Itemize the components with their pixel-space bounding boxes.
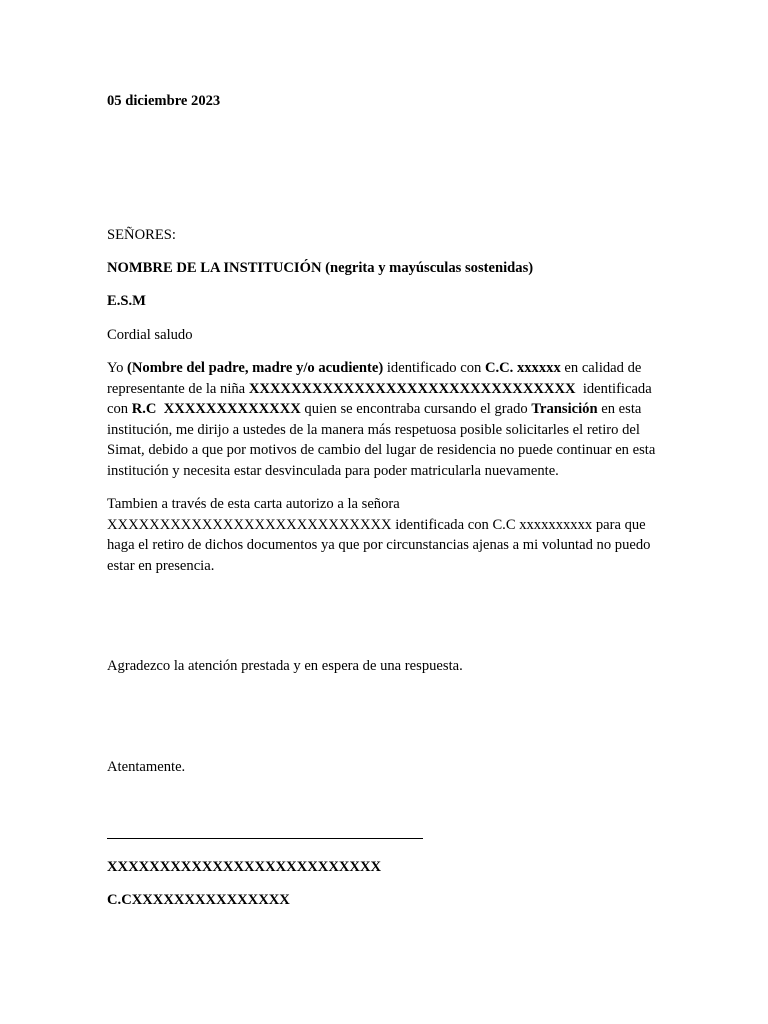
- salutation-recipient: SEÑORES:: [107, 227, 176, 243]
- p1-child-id: R.C XXXXXXXXXXXXX: [131, 401, 301, 417]
- body-paragraph-1: [107, 358, 663, 481]
- p1-text-4: identificada con: [107, 380, 656, 417]
- p1-text-3: en calidad de representante de la niña: [107, 360, 642, 397]
- signature-name: XXXXXXXXXXXXXXXXXXXXXXXXXX: [107, 859, 382, 875]
- p1-parent-id: C.C. xxxxxx: [484, 360, 561, 376]
- closing: Atentamente.: [107, 759, 186, 775]
- p1-parent-name: (Nombre del padre, madre y/o acudiente): [127, 360, 384, 376]
- p1-text-2: identificado con: [383, 360, 485, 376]
- body-paragraph-2: Tambien a través de esta carta autorizo a la señora XXXXXXXXXXXXXXXXXXXXXXXXXXX identificada con C.C xxxxxxxxxx para que haga el retiro de dichos documentos ya que por circunstancias ajenas a mi voluntad no puedo estar en presencia.: [107, 496, 651, 574]
- letter-date: 05 diciembre 2023: [107, 93, 221, 109]
- greeting: Cordial saludo: [107, 327, 193, 343]
- p1-text-5: quien se encontraba cursando el grado: [300, 401, 532, 417]
- signature-line: [107, 838, 423, 839]
- p1-text-6: en esta institución, me dirijo a ustedes de la manera más respetuosa posible solicitarles el retiro del Simat, debido a que por motivos de cambio del lugar de residencia no puede continuar en esta institución y necesita estar desvinculada para poder matricularla nuevamente.: [107, 401, 656, 479]
- p1-child-name: XXXXXXXXXXXXXXXXXXXXXXXXXXXXXXX: [248, 380, 576, 397]
- signature-id: C.CXXXXXXXXXXXXXXX: [107, 892, 290, 908]
- p1-grade: Transición: [531, 401, 598, 417]
- p1-text-1: Yo: [107, 360, 128, 376]
- institution-name: NOMBRE DE LA INSTITUCIÓN (negrita y mayúsculas sostenidas): [107, 260, 534, 276]
- institution-abbrev: E.S.M: [107, 293, 146, 309]
- thanks-line: Agradezco la atención prestada y en espera de una respuesta.: [107, 658, 463, 674]
